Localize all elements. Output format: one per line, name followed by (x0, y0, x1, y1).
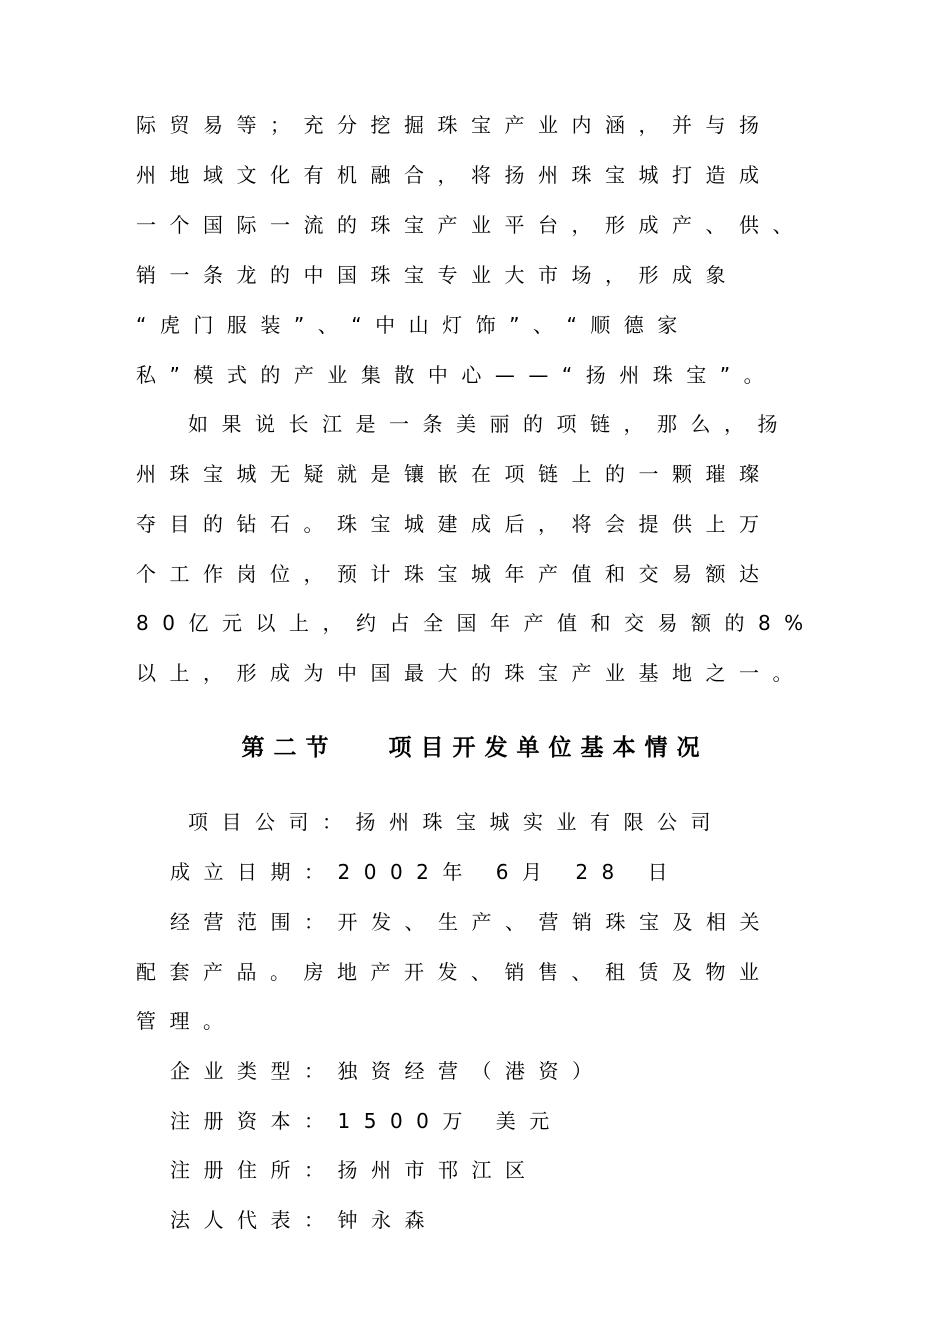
paragraph-1-line-1: 际贸易等；充分挖掘珠宝产业内涵，并与扬 (136, 113, 773, 137)
paragraph-2-line-6: 以上，形成为中国最大的珠宝产业基地之一。 (136, 661, 806, 685)
paragraph-1-line-5: “虎门服装”、“中山灯饰”、“顺德家 (136, 313, 691, 337)
paragraph-2-line-5: 80亿元以上，约占全国年产值和交易额的8% (136, 611, 817, 635)
registered-capital-line: 注册资本：1500万 美元 (170, 1109, 563, 1133)
paragraph-1-line-4: 销一条龙的中国珠宝专业大市场，形成象 (136, 263, 739, 287)
paragraph-1-line-6: 私”模式的产业集散中心——“扬州珠宝”。 (136, 363, 778, 387)
section-title: 第二节 项目开发单位基本情况 (241, 735, 709, 761)
paragraph-1-line-3: 一个国际一流的珠宝产业平台，形成产、供、 (136, 213, 806, 237)
legal-representative-line: 法人代表：钟永森 (170, 1208, 438, 1232)
business-scope-line-3: 管理。 (136, 1009, 237, 1033)
project-company-line: 项目公司：扬州珠宝城实业有限公司 (188, 810, 724, 834)
established-date-line: 成立日期：2002年 6月 28 日 (170, 860, 682, 884)
business-scope-line-1: 经营范围：开发、生产、营销珠宝及相关 (170, 910, 773, 934)
paragraph-2-line-4: 个工作岗位，预计珠宝城年产值和交易额达 (136, 562, 773, 586)
registered-address-line: 注册住所：扬州市邗江区 (170, 1158, 539, 1182)
enterprise-type-line: 企业类型：独资经营（港资） (170, 1059, 606, 1083)
business-scope-line-2: 配套产品。房地产开发、销售、租赁及物业 (136, 960, 773, 984)
paragraph-1-line-2: 州地域文化有机融合，将扬州珠宝城打造成 (136, 163, 773, 187)
paragraph-2-line-1: 如果说长江是一条美丽的项链，那么，扬 (188, 412, 791, 436)
paragraph-2-line-2: 州珠宝城无疑就是镶嵌在项链上的一颗璀璨 (136, 462, 773, 486)
paragraph-2-line-3: 夺目的钻石。珠宝城建成后，将会提供上万 (136, 512, 773, 536)
